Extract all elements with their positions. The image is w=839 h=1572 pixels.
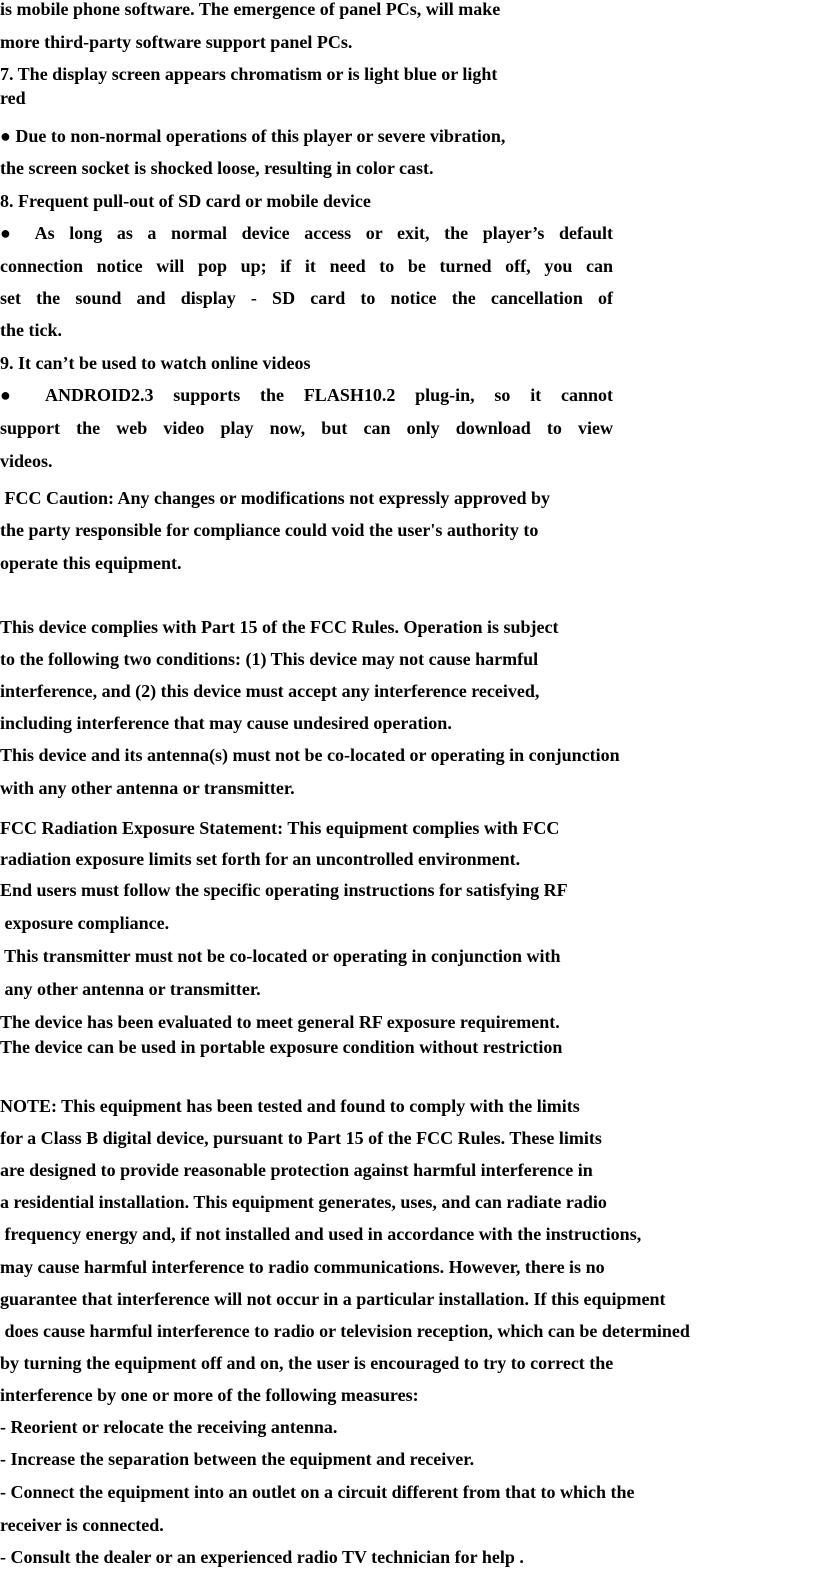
item-7-title: 7. The display screen appears chromatism or is light blue or light [0,64,498,84]
text-line: videos. [0,451,53,471]
text-line: receiver is connected. [0,1515,164,1535]
text-line: This device and its antenna(s) must not be co-located or operating in conjunction [0,745,620,765]
text-line: set the sound and display - SD card to notice the cancellation of [0,288,613,308]
text-line: exposure compliance. [0,913,170,933]
text-line: frequency energy and, if not installed and used in accordance with the instructions, [0,1224,642,1244]
text-line: End users must follow the specific operating instructions for satisfying RF [0,880,568,900]
text-line: connection notice will pop up; if it need to be turned off, you can [0,256,613,276]
item-7-title-cont: red [0,88,26,108]
text-line: interference, and (2) this device must accept any interference received, [0,681,540,701]
text-line: by turning the equipment off and on, the user is encouraged to try to correct the [0,1353,614,1373]
text-line: the screen socket is shocked loose, resulting in color cast. [0,158,434,178]
text-line: to the following two conditions: (1) This device may not cause harmful [0,649,539,669]
item-8-title: 8. Frequent pull-out of SD card or mobile device [0,191,371,211]
text-line: operate this equipment. [0,553,182,573]
note-line: NOTE: This equipment has been tested and found to comply with the limits [0,1096,580,1116]
measure-item: - Increase the separation between the equipment and receiver. [0,1449,475,1469]
measure-item: - Reorient or relocate the receiving antenna. [0,1417,338,1437]
text-line: This transmitter must not be co-located or operating in conjunction with [0,946,561,966]
measure-item: - Connect the equipment into an outlet on a circuit different from that to which the [0,1482,635,1502]
rf-exposure-heading-line: FCC Radiation Exposure Statement: This equipment complies with FCC [0,818,560,838]
text-line: the party responsible for compliance could void the user's authority to [0,520,539,540]
text-line: The device can be used in portable exposure condition without restriction [0,1037,563,1057]
text-line: does cause harmful interference to radio or television reception, which can be determined [0,1321,690,1341]
text-line: is mobile phone software. The emergence of panel PCs, will make [0,0,501,19]
item-7-bullet: ● Due to non-normal operations of this player or severe vibration, [0,126,506,146]
text-line: The device has been evaluated to meet general RF exposure requirement. [0,1012,560,1032]
text-line: a residential installation. This equipment generates, uses, and can radiate radio [0,1192,607,1212]
text-line: radiation exposure limits set forth for an uncontrolled environment. [0,849,521,869]
text-line: support the web video play now, but can only download to view [0,418,613,438]
fcc-caution-line: FCC Caution: Any changes or modifications not expressly approved by [0,488,551,508]
text-line: may cause harmful interference to radio communications. However, there is no [0,1257,605,1277]
text-line: including interference that may cause undesired operation. [0,713,452,733]
text-line: the tick. [0,320,62,340]
item-9-bullet: ● ANDROID2.3 supports the FLASH10.2 plug-in, so it cannot [0,385,613,405]
text-line: interference by one or more of the following measures: [0,1385,419,1405]
text-line: guarantee that interference will not occur in a particular installation. If this equipment [0,1289,666,1309]
text-line: for a Class B digital device, pursuant to Part 15 of the FCC Rules. These limits [0,1128,602,1148]
text-line: any other antenna or transmitter. [0,979,261,999]
item-8-bullet: ● As long as a normal device access or exit, the player’s default [0,223,613,243]
measure-item: - Consult the dealer or an experienced radio TV technician for help . [0,1547,524,1567]
text-line: with any other antenna or transmitter. [0,778,295,798]
text-line: are designed to provide reasonable protection against harmful interference in [0,1160,593,1180]
item-9-title: 9. It can’t be used to watch online videos [0,353,311,373]
text-line: more third-party software support panel PCs. [0,32,353,52]
text-line: This device complies with Part 15 of the FCC Rules. Operation is subject [0,617,559,637]
